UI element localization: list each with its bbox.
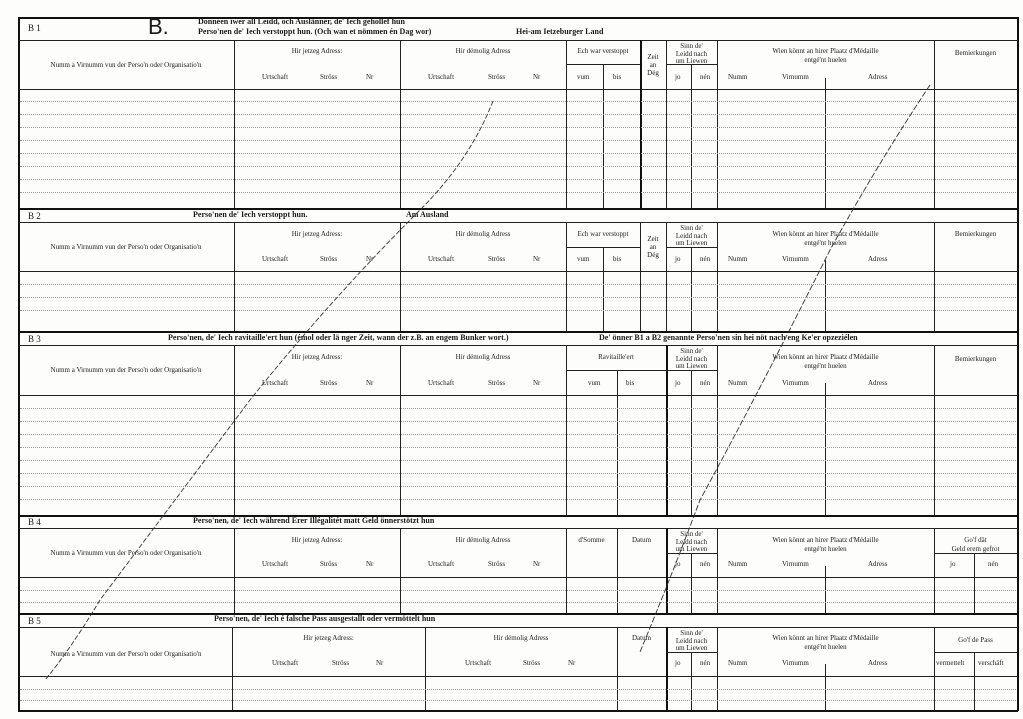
b3-former-number: Nr — [533, 379, 541, 387]
b5-medal-l1: Wien könnt an hirer Plaatz d'Médaille — [772, 634, 879, 642]
b2-time-l1: Zeit — [647, 235, 659, 243]
b2-to: bis — [613, 255, 622, 263]
b2-alive-l2: Leidd nach — [675, 232, 708, 240]
b4-street: Ströss — [320, 560, 338, 568]
b2-former-address-header: Hir démolig Adress — [455, 230, 511, 238]
section-code-b4: B 4 — [28, 517, 41, 527]
b2-former-number: Nr — [533, 255, 541, 263]
b1-alive-l3: um Liewen — [675, 57, 708, 65]
b3-name-header: Numm a Virnumm vun der Perso'n oder Organisatio'n — [50, 366, 202, 374]
b5-name-header: Numm a Virnumm vun der Perso'n oder Organisatio'n — [50, 650, 202, 658]
b2-medal-address: Adress — [868, 255, 888, 263]
b5-number: Nr — [376, 659, 384, 667]
b1-locality: Urtschaft — [262, 73, 289, 81]
b1-former-locality: Urtschaft — [428, 73, 455, 81]
b3-street: Ströss — [320, 379, 338, 387]
b1-to: bis — [613, 73, 622, 81]
b3-former-street: Ströss — [488, 379, 506, 387]
b1-alive-l2: Leidd nach — [675, 50, 708, 58]
form-subtitle-place: Hei-am Ietzeburger Land — [516, 27, 604, 36]
b5-former-locality: Urtschaft — [465, 659, 492, 667]
b2-place: Am Ausland — [406, 210, 449, 219]
b3-alive-l1: Sinn de' — [680, 347, 703, 355]
b5-pass-made: verschäft — [978, 659, 1004, 667]
b1-alive-l1: Sinn de' — [680, 42, 703, 50]
form-subtitle: Perso'nen de' Iech verstoppt hun. (Och wan et nömmen én Dag wor) — [198, 27, 432, 36]
b2-title: Perso'nen de' Iech verstoppt hun. — [193, 210, 308, 219]
b3-remarks-header: Bemierkungen — [954, 355, 997, 363]
b2-current-address-header: Hir jetzeg Adress: — [291, 230, 343, 238]
b1-former-number: Nr — [533, 73, 541, 81]
section-code-b2: B 2 — [28, 211, 41, 221]
strike-line-left — [45, 101, 493, 680]
b4-money-no: nén — [988, 560, 999, 568]
b3-to: bis — [626, 379, 635, 387]
b2-former-locality: Urtschaft — [428, 255, 455, 263]
b3-title: Perso'nen, de' Iech ravitaille'ert hun (émol oder lä nger Zeit, wann der z.B. an engem Bunker wort.) — [168, 333, 509, 342]
b3-no: nén — [700, 379, 711, 387]
b3-alive-l2: Leidd nach — [675, 355, 708, 363]
b2-medal-name: Numm — [728, 255, 748, 263]
b2-medal-firstname: Virnumm — [782, 255, 809, 263]
b2-medal-l2: entgé'nt huelen — [804, 239, 847, 247]
b5-alive-l2: Leidd nach — [675, 637, 708, 645]
b3-medal-firstname: Virnumm — [782, 379, 809, 387]
b3-yes: jo — [675, 379, 681, 387]
b2-time-l2: an — [649, 243, 657, 251]
b1-remarks-header: Bemierkungen — [954, 49, 997, 57]
form-letter: B. — [148, 14, 169, 39]
b4-date-header: Datum — [631, 536, 652, 544]
b4-locality: Urtschaft — [262, 560, 289, 568]
b1-former-address-header: Hir démolig Adress — [455, 47, 511, 55]
b1-hid-header: Ech war verstoppt — [577, 47, 629, 55]
b3-medal-l2: entgé'nt huelen — [804, 362, 847, 370]
b1-yes: jo — [675, 73, 681, 81]
b2-locality: Urtschaft — [262, 255, 289, 263]
b2-alive-l1: Sinn de' — [680, 224, 703, 232]
b3-medal-l1: Wien könnt an hirer Plaatz d'Médaille — [772, 353, 879, 361]
b4-medal-address: Adress — [868, 560, 888, 568]
b2-number: Nr — [366, 255, 374, 263]
b5-pass-header: Go'f de Pass — [958, 636, 993, 644]
b3-locality: Urtschaft — [262, 379, 289, 387]
b2-medal-l1: Wien könnt an hirer Plaatz d'Médaille — [772, 230, 879, 238]
b2-former-street: Ströss — [488, 255, 506, 263]
b4-sum-header: d'Somme — [578, 536, 605, 544]
b5-no: nén — [700, 659, 711, 667]
b4-no: nén — [700, 560, 711, 568]
b5-medal-l2: entgé'nt huelen — [804, 643, 847, 651]
b4-former-locality: Urtschaft — [428, 560, 455, 568]
b5-street: Ströss — [332, 659, 350, 667]
b1-current-address-header: Hir jetzeg Adress: — [291, 47, 343, 55]
b1-street: Ströss — [320, 73, 338, 81]
b3-former-address-header: Hir démolig Adress — [455, 353, 511, 361]
b5-former-street: Ströss — [523, 659, 541, 667]
b3-supplied-header: Ravitaille'ert — [598, 353, 634, 361]
b4-alive-l1: Sinn de' — [680, 530, 703, 538]
b4-name-header: Numm a Virnumm vun der Perso'n oder Organisatio'n — [50, 549, 202, 557]
b1-time-l1: Zeit — [647, 53, 659, 61]
strike-line-right — [640, 85, 930, 652]
b2-alive-l3: um Liewen — [675, 239, 708, 247]
b4-former-street: Ströss — [488, 560, 506, 568]
b2-from: vum — [577, 255, 590, 263]
b1-from: vum — [577, 73, 590, 81]
b5-medal-firstname: Virnumm — [782, 659, 809, 667]
b3-alive-l3: um Liewen — [675, 362, 708, 370]
b4-yes: jo — [675, 560, 681, 568]
b2-yes: jo — [675, 255, 681, 263]
b1-no: nén — [700, 73, 711, 81]
b5-alive-l3: um Liewen — [675, 644, 708, 652]
b4-money-l1: Go'f dät — [964, 536, 987, 544]
b2-name-header: Numm a Virnumm vun der Perso'n oder Organisatio'n — [50, 243, 202, 251]
b4-current-address-header: Hir jetzeg Adress: — [291, 536, 343, 544]
b4-medal-l2: entgé'nt huelen — [804, 545, 847, 553]
b1-medal-address: Adress — [868, 73, 888, 81]
b3-medal-address: Adress — [868, 379, 888, 387]
b4-former-address-header: Hir démolig Adress — [455, 536, 511, 544]
b4-title: Perso'nen, de' Iech während Erer Illégalitét matt Geld önnerstötzt hun — [193, 516, 435, 525]
b3-current-address-header: Hir jetzeg Adress: — [291, 353, 343, 361]
b5-alive-l1: Sinn de' — [680, 629, 703, 637]
b2-time-l3: Dég — [647, 251, 659, 259]
b3-former-locality: Urtschaft — [428, 379, 455, 387]
b1-medal-name: Numm — [728, 73, 748, 81]
b5-former-address-header: Hir démolig Adress — [493, 634, 549, 642]
b5-former-number: Nr — [568, 659, 576, 667]
b4-medal-firstname: Virnumm — [782, 560, 809, 568]
b4-former-number: Nr — [533, 560, 541, 568]
b2-no: nén — [700, 255, 711, 263]
b4-medal-name: Numm — [728, 560, 748, 568]
b3-number: Nr — [366, 379, 374, 387]
b2-remarks-header: Bemierkungen — [954, 230, 997, 238]
b5-yes: jo — [675, 659, 681, 667]
b1-medal-firstname: Virnumm — [782, 73, 809, 81]
b4-money-yes: jo — [950, 560, 956, 568]
b4-money-l2: Geld erem gefrot — [951, 545, 1000, 553]
section-code-b3: B 3 — [28, 334, 41, 344]
b2-hid-header: Ech war verstoppt — [577, 230, 629, 238]
b1-time-l3: Dég — [647, 69, 659, 77]
b3-from: vum — [588, 379, 601, 387]
b3-note: De' önner B1 a B2 genannte Perso'nen sin hei nöt nach eng Ke'er opzeziélen — [599, 333, 858, 342]
b4-number: Nr — [366, 560, 374, 568]
b5-medal-address: Adress — [868, 659, 888, 667]
b1-name-header: Numm a Virnumm vun der Perso'n oder Organisatio'n — [50, 61, 202, 69]
b5-current-address-header: Hir jetzeg Adress: — [303, 634, 354, 642]
b3-medal-name: Numm — [728, 379, 748, 387]
form-title: Donnéen iwer all Leidd, och Auslänner, de' Iech gehollef hun — [198, 17, 405, 26]
b1-medal-l2: entgé'nt huelen — [804, 56, 847, 64]
b5-locality: Urtschaft — [272, 659, 299, 667]
b1-time-l2: an — [649, 61, 657, 69]
b1-medal-l1: Wien könnt an hirer Plaatz d'Médaille — [772, 47, 879, 55]
b5-title: Perso'nen, de' Iech é falsche Pass ausgestallt oder vermöttelt hun — [214, 614, 436, 623]
b5-pass-issued: vermettelt — [936, 659, 965, 667]
b4-medal-l1: Wien könnt an hirer Plaatz d'Médaille — [772, 536, 879, 544]
b1-number: Nr — [366, 73, 374, 81]
section-code-b1: B 1 — [28, 23, 41, 33]
b5-date-header: Datum — [631, 634, 652, 642]
b5-medal-name: Numm — [728, 659, 748, 667]
b2-street: Ströss — [320, 255, 338, 263]
b4-alive-l3: um Liewen — [675, 545, 708, 553]
b1-former-street: Ströss — [488, 73, 506, 81]
section-code-b5: B 5 — [28, 616, 41, 626]
b4-alive-l2: Leidd nach — [675, 538, 708, 546]
